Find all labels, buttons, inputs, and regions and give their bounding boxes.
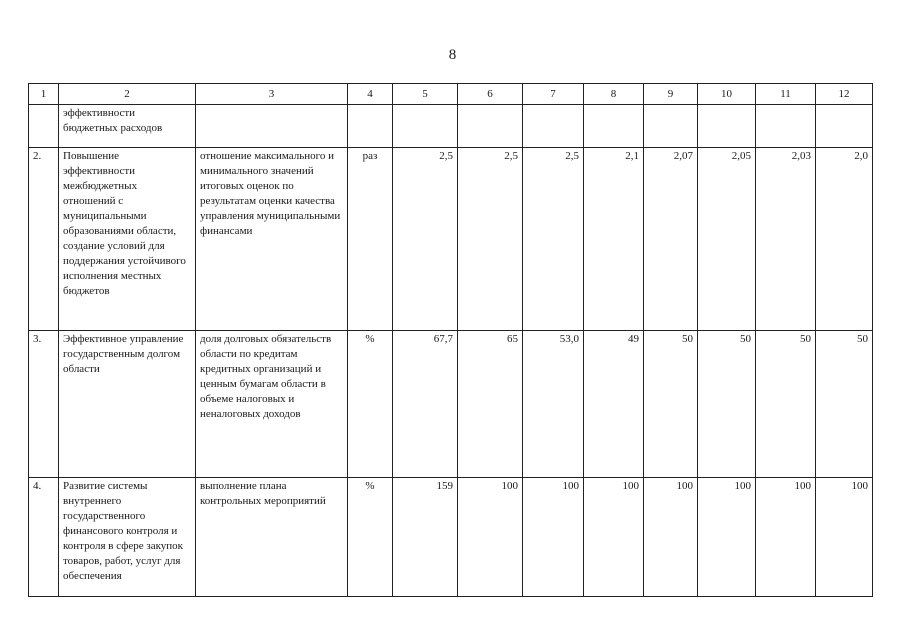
value-cell: 50 bbox=[756, 331, 816, 478]
column-header: 3 bbox=[196, 84, 348, 105]
value-cell: 2,5 bbox=[393, 148, 458, 331]
column-header: 12 bbox=[816, 84, 873, 105]
value-cell: 100 bbox=[698, 478, 756, 597]
column-header: 10 bbox=[698, 84, 756, 105]
value-cell: 2,0 bbox=[816, 148, 873, 331]
value-cell: 100 bbox=[644, 478, 698, 597]
goal-cell: Развитие системы внутреннего государственного финансового контроля и контроля в сфере закупок товаров, работ, услуг для обеспечения bbox=[59, 478, 196, 597]
column-header: 2 bbox=[59, 84, 196, 105]
indicator-cell bbox=[196, 105, 348, 148]
value-cell: 67,7 bbox=[393, 331, 458, 478]
column-header: 1 bbox=[29, 84, 59, 105]
goal-cell: эффективности бюджетных расходов bbox=[59, 105, 196, 148]
value-cell: 2,5 bbox=[458, 148, 523, 331]
value-cell bbox=[816, 105, 873, 148]
column-header: 6 bbox=[458, 84, 523, 105]
value-cell bbox=[644, 105, 698, 148]
value-cell: 100 bbox=[816, 478, 873, 597]
value-cell bbox=[393, 105, 458, 148]
value-cell: 2,03 bbox=[756, 148, 816, 331]
value-cell: 100 bbox=[584, 478, 644, 597]
value-cell: 2,05 bbox=[698, 148, 756, 331]
indicator-cell: отношение максимального и минимального значений итоговых оценок по результатам оценки качества управления муниципальными финансами bbox=[196, 148, 348, 331]
goal-cell: Повышение эффективности межбюджетных отношений с муниципальными образованиями области, создание условий для поддержания устойчивого исполнения местных бюджетов bbox=[59, 148, 196, 331]
value-cell bbox=[698, 105, 756, 148]
value-cell: 50 bbox=[644, 331, 698, 478]
table-row bbox=[29, 478, 873, 597]
unit-cell bbox=[348, 105, 393, 148]
value-cell: 50 bbox=[698, 331, 756, 478]
unit-cell: раз bbox=[348, 148, 393, 331]
value-cell: 159 bbox=[393, 478, 458, 597]
indicators-table bbox=[28, 83, 873, 597]
value-cell: 2,1 bbox=[584, 148, 644, 331]
column-header: 11 bbox=[756, 84, 816, 105]
page-number: 8 bbox=[448, 47, 457, 63]
row-number: 4. bbox=[29, 478, 59, 597]
value-cell: 2,07 bbox=[644, 148, 698, 331]
unit-cell: % bbox=[348, 331, 393, 478]
column-header: 8 bbox=[584, 84, 644, 105]
value-cell bbox=[756, 105, 816, 148]
row-number bbox=[29, 105, 59, 148]
goal-cell: Эффективное управление государственным долгом области bbox=[59, 331, 196, 478]
value-cell: 53,0 bbox=[523, 331, 584, 478]
header-row bbox=[29, 84, 873, 105]
value-cell: 2,5 bbox=[523, 148, 584, 331]
column-header: 9 bbox=[644, 84, 698, 105]
value-cell: 65 bbox=[458, 331, 523, 478]
column-header: 5 bbox=[393, 84, 458, 105]
value-cell bbox=[523, 105, 584, 148]
table-row bbox=[29, 105, 873, 148]
table-row bbox=[29, 331, 873, 478]
row-number: 2. bbox=[29, 148, 59, 331]
indicator-cell: выполнение плана контрольных мероприятий bbox=[196, 478, 348, 597]
value-cell: 49 bbox=[584, 331, 644, 478]
value-cell bbox=[584, 105, 644, 148]
column-header: 7 bbox=[523, 84, 584, 105]
value-cell: 100 bbox=[756, 478, 816, 597]
value-cell bbox=[458, 105, 523, 148]
indicator-cell: доля долговых обязательств области по кредитам кредитных организаций и ценным бумагам области в объеме налоговых и неналоговых доходов bbox=[196, 331, 348, 478]
value-cell: 100 bbox=[523, 478, 584, 597]
table-row bbox=[29, 148, 873, 331]
value-cell: 100 bbox=[458, 478, 523, 597]
unit-cell: % bbox=[348, 478, 393, 597]
column-header: 4 bbox=[348, 84, 393, 105]
value-cell: 50 bbox=[816, 331, 873, 478]
row-number: 3. bbox=[29, 331, 59, 478]
